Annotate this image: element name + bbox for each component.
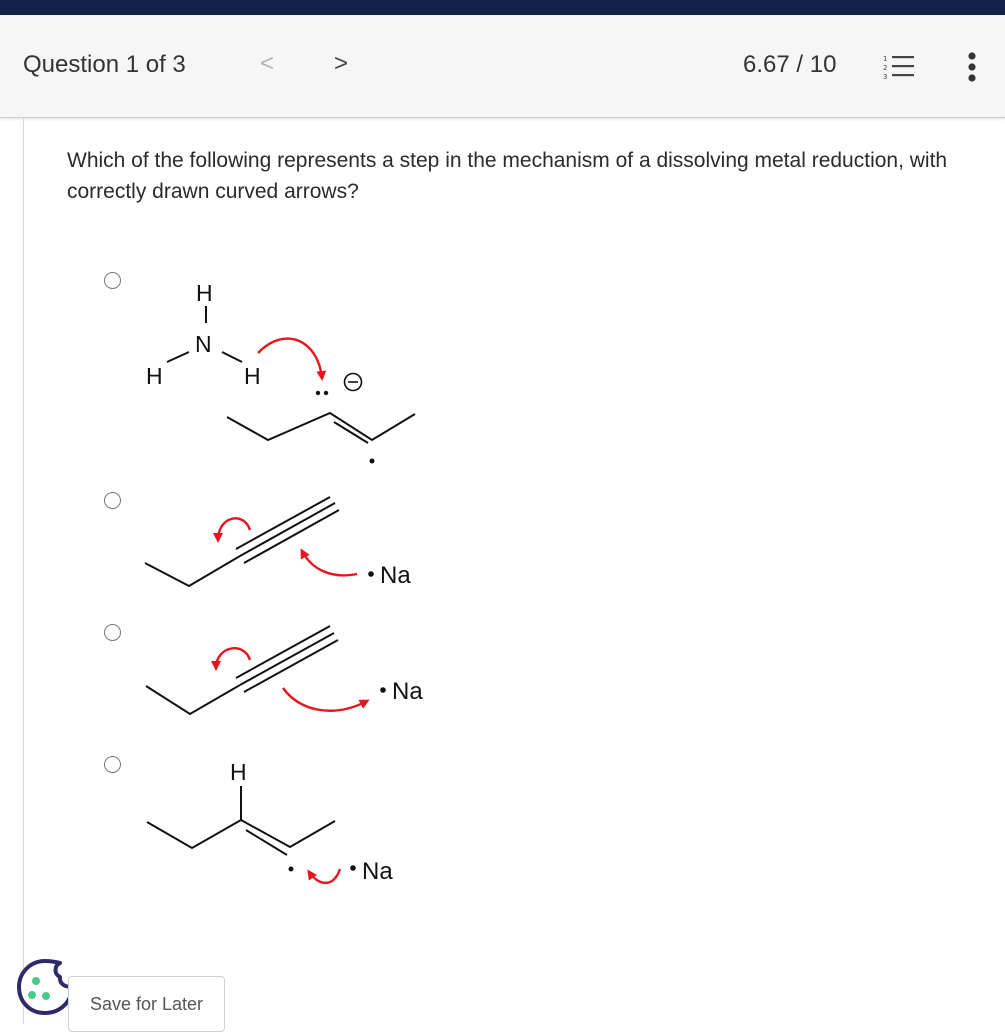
question-header xyxy=(0,15,1005,118)
previous-question-button[interactable]: < xyxy=(260,50,275,77)
choice-a-radio[interactable] xyxy=(104,272,121,289)
h-label: H xyxy=(146,363,163,389)
svg-text:2: 2 xyxy=(883,64,888,72)
sodium-label: Na xyxy=(362,858,393,885)
curved-arrow xyxy=(283,688,367,711)
numbered-list-icon[interactable] xyxy=(882,53,916,81)
curved-arrow xyxy=(218,518,250,540)
question-counter: Question 1 of 3 xyxy=(23,51,186,78)
top-strip xyxy=(0,0,1005,15)
content-border xyxy=(23,118,24,1024)
curved-arrow xyxy=(216,648,250,668)
save-for-later-button[interactable]: Save for Later xyxy=(68,976,225,1032)
curved-arrow xyxy=(309,869,340,883)
svg-text:3: 3 xyxy=(883,73,888,81)
next-question-button[interactable]: > xyxy=(334,50,349,77)
question-prompt: Which of the following represents a step in the mechanism of a dissolving metal reduction, with correctly drawn curved arrows? xyxy=(67,149,948,203)
choice-d-radio[interactable] xyxy=(104,756,121,773)
curved-arrow xyxy=(258,339,322,378)
sodium-label: Na xyxy=(380,562,411,589)
n-label: N xyxy=(195,331,212,357)
h-label: H xyxy=(196,280,213,306)
curved-arrow xyxy=(302,551,357,575)
cookie-icon[interactable] xyxy=(14,957,76,1017)
h-label: H xyxy=(230,759,247,785)
svg-text:1: 1 xyxy=(883,55,888,63)
choice-c-radio[interactable] xyxy=(104,624,121,641)
negative-charge-icon xyxy=(345,374,362,391)
more-vertical-icon[interactable] xyxy=(962,51,982,85)
sodium-label: Na xyxy=(392,678,423,705)
score-display: 6.67 / 10 xyxy=(743,51,837,78)
h-label: H xyxy=(244,363,261,389)
choice-b-radio[interactable] xyxy=(104,492,121,509)
